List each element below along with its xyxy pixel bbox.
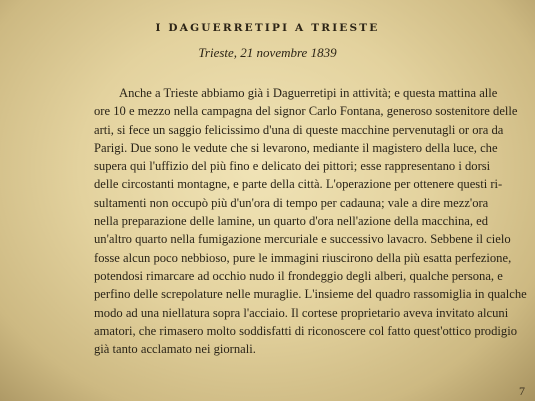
text-line: delle circostanti montagne, e parte della città. L'operazione per ottenere questi ri- bbox=[94, 177, 503, 192]
text-line: modo ad una niellatura sopra l'acciaio. Il cortese proprietario aveva invitato alcuni bbox=[94, 305, 509, 320]
article-title: I DAGUERRETIPI A TRIESTE bbox=[155, 22, 380, 34]
text-line: ore 10 e mezzo nella campagna del signor Carlo Fontana, generoso sostenitore delle bbox=[94, 104, 518, 119]
text-line: già tanto acclamato nei giornali. bbox=[94, 342, 256, 357]
text-line: nella preparazione delle lamine, un quarto d'ora nell'azione della macchina, ed bbox=[94, 214, 489, 229]
text-line: perfino delle screpolature nelle muraglie. L'insieme del quadro rassomiglia in qualche bbox=[94, 287, 527, 302]
text-line: fosse alcun poco nebbioso, pure le immagini riuscirono della più esatta perfezione, bbox=[94, 250, 512, 265]
text-line: sultamenti non occupò più d'un'ora di tempo per cadauna; vale a dire mezz'ora bbox=[94, 195, 489, 210]
text-line: supera qui l'uffizio del più fino e delicato dei pittori; esse rappresentano i dorsi bbox=[94, 159, 491, 174]
text-line: amatori, che rimasero molto soddisfatti di riconoscere col fatto quest'ottico prodigio bbox=[94, 323, 517, 338]
text-line: un'altro quarto nella fumigazione mercuriale e successivo lavacro. Sebbene il cielo bbox=[94, 232, 511, 247]
article-body bbox=[94, 84, 535, 358]
text-line: Parigi. Due sono le vedute che si levarono, mediante il magistero della luce, che bbox=[94, 140, 498, 155]
text-line: arti, si fece un saggio felicissimo d'una di queste macchine pervenutagli or ora da bbox=[94, 122, 504, 137]
text-line: potendosi rimarcare ad occhio nudo il frondeggio degli alberi, qualche persona, e bbox=[94, 268, 503, 283]
page-number: 7 bbox=[519, 384, 525, 398]
dateline: Trieste, 21 novembre 1839 bbox=[198, 45, 337, 60]
text-line: Anche a Trieste abbiamo già i Daguerretipi in attività; e questa mattina alle bbox=[119, 86, 498, 100]
